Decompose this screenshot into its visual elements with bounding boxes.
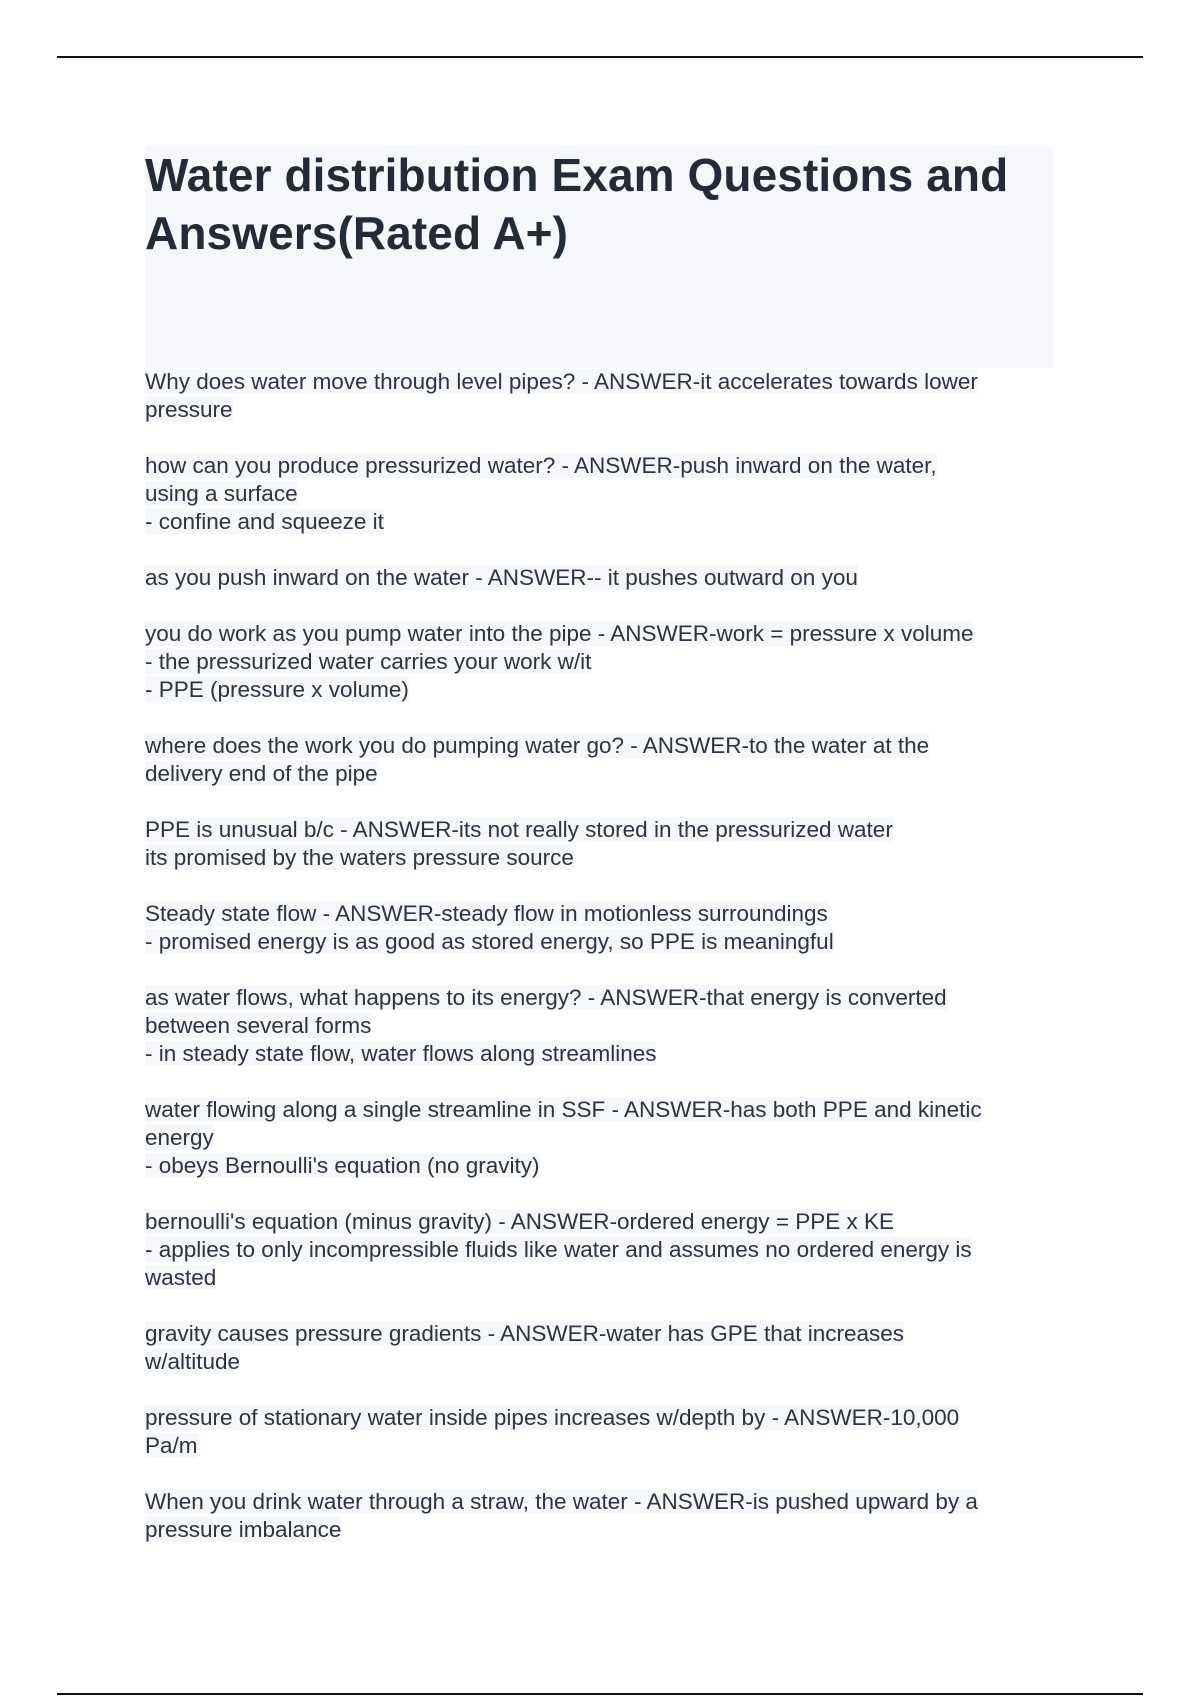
qa-item — [145, 732, 1065, 788]
qa-item — [145, 1320, 1065, 1376]
qa-text: pressure of stationary water inside pipes increases w/depth by - ANSWER-10,000 Pa/m — [145, 1405, 960, 1458]
qa-item — [145, 1488, 1065, 1544]
qa-text: you do work as you pump water into the pipe - ANSWER-work = pressure x volume - the pressurized water carries your work w/it - PPE (pressure x volume) — [145, 621, 974, 702]
top-rule — [57, 56, 1143, 58]
bottom-rule — [57, 1693, 1143, 1695]
qa-text: Steady state flow - ANSWER-steady flow in motionless surroundings - promised energy is as good as stored energy, so PPE is meaningful — [145, 901, 834, 954]
qa-text: gravity causes pressure gradients - ANSWER-water has GPE that increases w/altitude — [145, 1321, 905, 1374]
qa-text: where does the work you do pumping water go? - ANSWER-to the water at the delivery end of the pipe — [145, 733, 930, 786]
qa-list — [145, 368, 1065, 1572]
qa-item — [145, 1404, 1065, 1460]
qa-text: how can you produce pressurized water? - ANSWER-push inward on the water, using a surface - confine and squeeze it — [145, 453, 937, 534]
qa-item — [145, 620, 1065, 704]
title-block — [145, 146, 1053, 368]
qa-text: Why does water move through level pipes? - ANSWER-it accelerates towards lower pressure — [145, 369, 978, 422]
qa-text: When you drink water through a straw, the water - ANSWER-is pushed upward by a pressure imbalance — [145, 1489, 978, 1542]
qa-text: PPE is unusual b/c - ANSWER-its not really stored in the pressurized water its promised by the waters pressure source — [145, 817, 893, 870]
qa-text: water flowing along a single streamline in SSF - ANSWER-has both PPE and kinetic energy - obeys Bernoulli's equation (no gravity) — [145, 1097, 982, 1178]
qa-item — [145, 816, 1065, 872]
qa-item — [145, 452, 1065, 536]
qa-item — [145, 564, 1065, 592]
qa-item — [145, 984, 1065, 1068]
qa-item — [145, 900, 1065, 956]
qa-item — [145, 368, 1065, 424]
qa-text: as you push inward on the water - ANSWER-- it pushes outward on you — [145, 565, 858, 590]
qa-item — [145, 1096, 1065, 1180]
qa-item — [145, 1208, 1065, 1292]
qa-text: as water flows, what happens to its energy? - ANSWER-that energy is converted between several forms - in steady state flow, water flows along streamlines — [145, 985, 947, 1066]
document-title: Water distribution Exam Questions and Answers(Rated A+) — [145, 149, 1009, 259]
qa-text: bernoulli's equation (minus gravity) - ANSWER-ordered energy = PPE x KE - applies to only incompressible fluids like water and assumes no ordered energy is wasted — [145, 1209, 972, 1290]
